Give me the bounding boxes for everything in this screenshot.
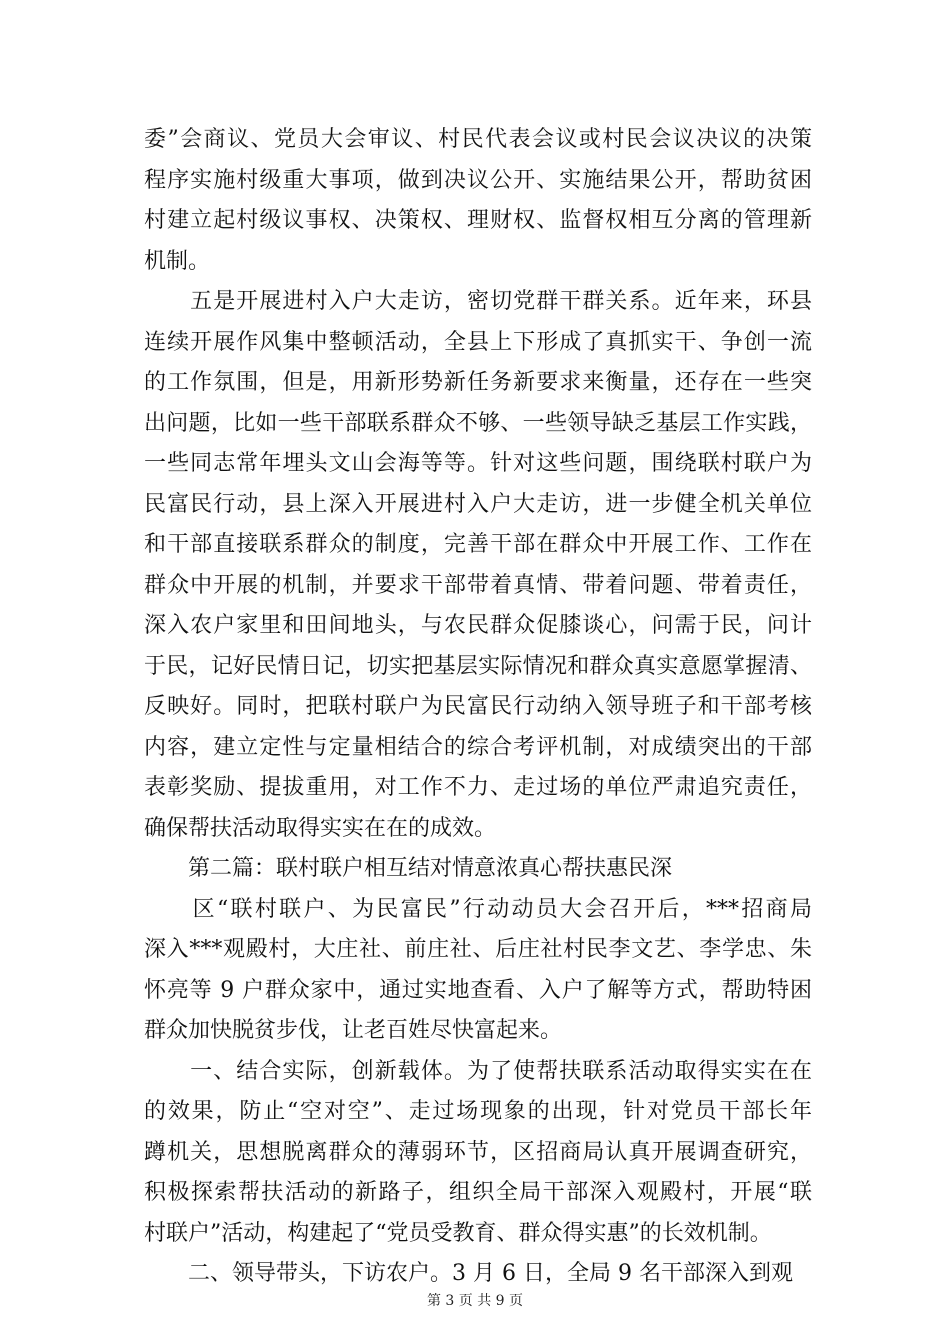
- text-line: 程序实施村级重大事项，做到决议公开、实施结果公开，帮助贫困: [144, 167, 812, 193]
- text-line: 连续开展作风集中整顿活动，全县上下形成了真抓实干、争创一流: [144, 329, 812, 355]
- text-line: 深入***观殿村，大庄社、前庄社、后庄社村民李文艺、李学忠、朱: [144, 937, 812, 962]
- text-line: 深入农户家里和田间地头，与农民群众促膝谈心，问需于民，问计: [144, 613, 812, 638]
- text-line: 一、结合实际，创新载体。为了使帮扶联系活动取得实实在在: [144, 1058, 812, 1084]
- text-line: 委”会商议、党员大会审议、村民代表会议或村民会议决议的决策: [144, 127, 812, 152]
- paragraph: [144, 120, 812, 282]
- text-line: 怀亮等 9 户群众家中，通过实地查看、入户了解等方式，帮助特困: [144, 977, 812, 1003]
- text-line: 第二篇：联村联户相互结对情意浓真心帮扶惠民深: [144, 856, 673, 881]
- section-heading: [144, 849, 812, 890]
- text-line: 一些同志常年埋头文山会海等等。针对这些问题，围绕联村联户为: [144, 451, 812, 476]
- text-line: 反映好。同时，把联村联户为民富民行动纳入领导班子和干部考核: [144, 694, 812, 719]
- text-line: 二、领导带头，下访农户。3 月 6 日，全局 9 名干部深入到观: [144, 1261, 793, 1286]
- text-line: 民富民行动，县上深入开展进村入户大走访，进一步健全机关单位: [144, 491, 812, 517]
- paragraph: [144, 1254, 812, 1295]
- text-line: 出问题，比如一些干部联系群众不够、一些领导缺乏基层工作实践，: [144, 410, 812, 436]
- text-line: 表彰奖励、提拔重用，对工作不力、走过场的单位严肃追究责任，: [144, 775, 812, 800]
- text-line: 五是开展进村入户大走访，密切党群干群关系。近年来，环县: [144, 289, 812, 314]
- text-line: 区“联村联户、为民富民”行动动员大会召开后，***招商局: [144, 896, 812, 922]
- text-line: 的工作氛围，但是，用新形势新任务新要求来衡量，还存在一些突: [144, 370, 812, 395]
- text-line: 机制。: [144, 248, 211, 274]
- text-line: 于民，记好民情日记，切实把基层实际情况和群众真实意愿掌握清、: [144, 653, 812, 679]
- paragraph: [144, 1052, 812, 1255]
- text-line: 和干部直接联系群众的制度，完善干部在群众中开展工作、工作在: [144, 532, 812, 557]
- text-line: 村联户”活动，构建起了“党员受教育、群众得实惠”的长效机制。: [144, 1220, 772, 1246]
- paragraph: [144, 890, 812, 1052]
- text-line: 的效果，防止“空对空”、走过场现象的出现，针对党员干部长年: [144, 1099, 812, 1124]
- text-line: 确保帮扶活动取得实实在在的成效。: [144, 815, 497, 841]
- text-line: 积极探索帮扶活动的新路子，组织全局干部深入观殿村，开展“联: [144, 1180, 812, 1205]
- page-footer: [0, 1290, 950, 1310]
- text-line: 群众加快脱贫步伐，让老百姓尽快富起来。: [144, 1018, 563, 1043]
- paragraph: [144, 282, 812, 849]
- text-line: 群众中开展的机制，并要求干部带着真情、带着问题、带着责任，: [144, 572, 812, 598]
- page-number-label: 第 3 页 共 9 页: [426, 1293, 524, 1309]
- document-body: [144, 120, 812, 1295]
- text-line: 村建立起村级议事权、决策权、理财权、监督权相互分离的管理新: [144, 208, 812, 233]
- text-line: 蹲机关，思想脱离群众的薄弱环节，区招商局认真开展调查研究，: [144, 1139, 812, 1165]
- text-line: 内容，建立定性与定量相结合的综合考评机制，对成绩突出的干部: [144, 734, 812, 760]
